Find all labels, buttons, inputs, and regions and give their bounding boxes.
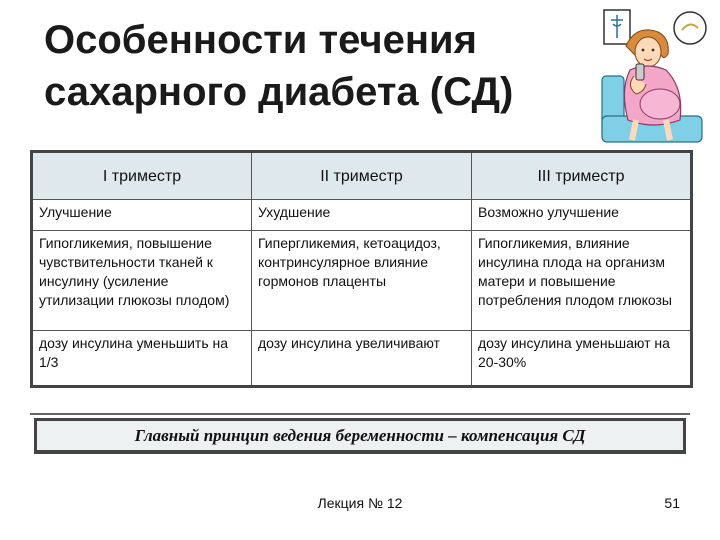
title-line-2: сахарного диабета (СД) <box>44 70 514 114</box>
slide-title <box>44 14 604 118</box>
table-cell: Гипергликемия, кетоацидоз, контринсулярное влияние гормонов плаценты <box>252 231 472 331</box>
table-cell: дозу инсулина уменьшают на 20-30% <box>472 331 692 387</box>
pregnant-woman-icon <box>596 6 708 146</box>
table-cell: Гипогликемия, повышение чувствительности тканей к инсулину (усиление утилизации глюкозы плодом) <box>32 231 252 331</box>
header-trimester-1: I триместр <box>32 152 252 200</box>
header-trimester-3: III триместр <box>472 152 692 200</box>
table-row <box>32 200 692 231</box>
table-header-row <box>32 152 692 200</box>
principle-banner: Главный принцип ведения беременности – компенсация СД <box>34 418 686 454</box>
page-number: 51 <box>664 495 680 511</box>
table-cell: Гипогликемия, влияние инсулина плода на организм матери и повышение потребления плодом глюкозы <box>472 231 692 331</box>
footer-lecture: Лекция № 12 <box>317 495 403 511</box>
table-cell: Ухудшение <box>252 200 472 231</box>
trimester-table <box>30 150 693 388</box>
table-cell: Возможно улучшение <box>472 200 692 231</box>
principle-divider <box>30 413 690 415</box>
table-cell: дозу инсулина уменьшить на 1/3 <box>32 331 252 387</box>
table-cell: дозу инсулина увеличивают <box>252 331 472 387</box>
table-row <box>32 231 692 331</box>
table-cell: Улучшение <box>32 200 252 231</box>
table-row <box>32 331 692 387</box>
title-line-1: Особенности течения <box>44 18 477 62</box>
header-trimester-2: II триместр <box>252 152 472 200</box>
